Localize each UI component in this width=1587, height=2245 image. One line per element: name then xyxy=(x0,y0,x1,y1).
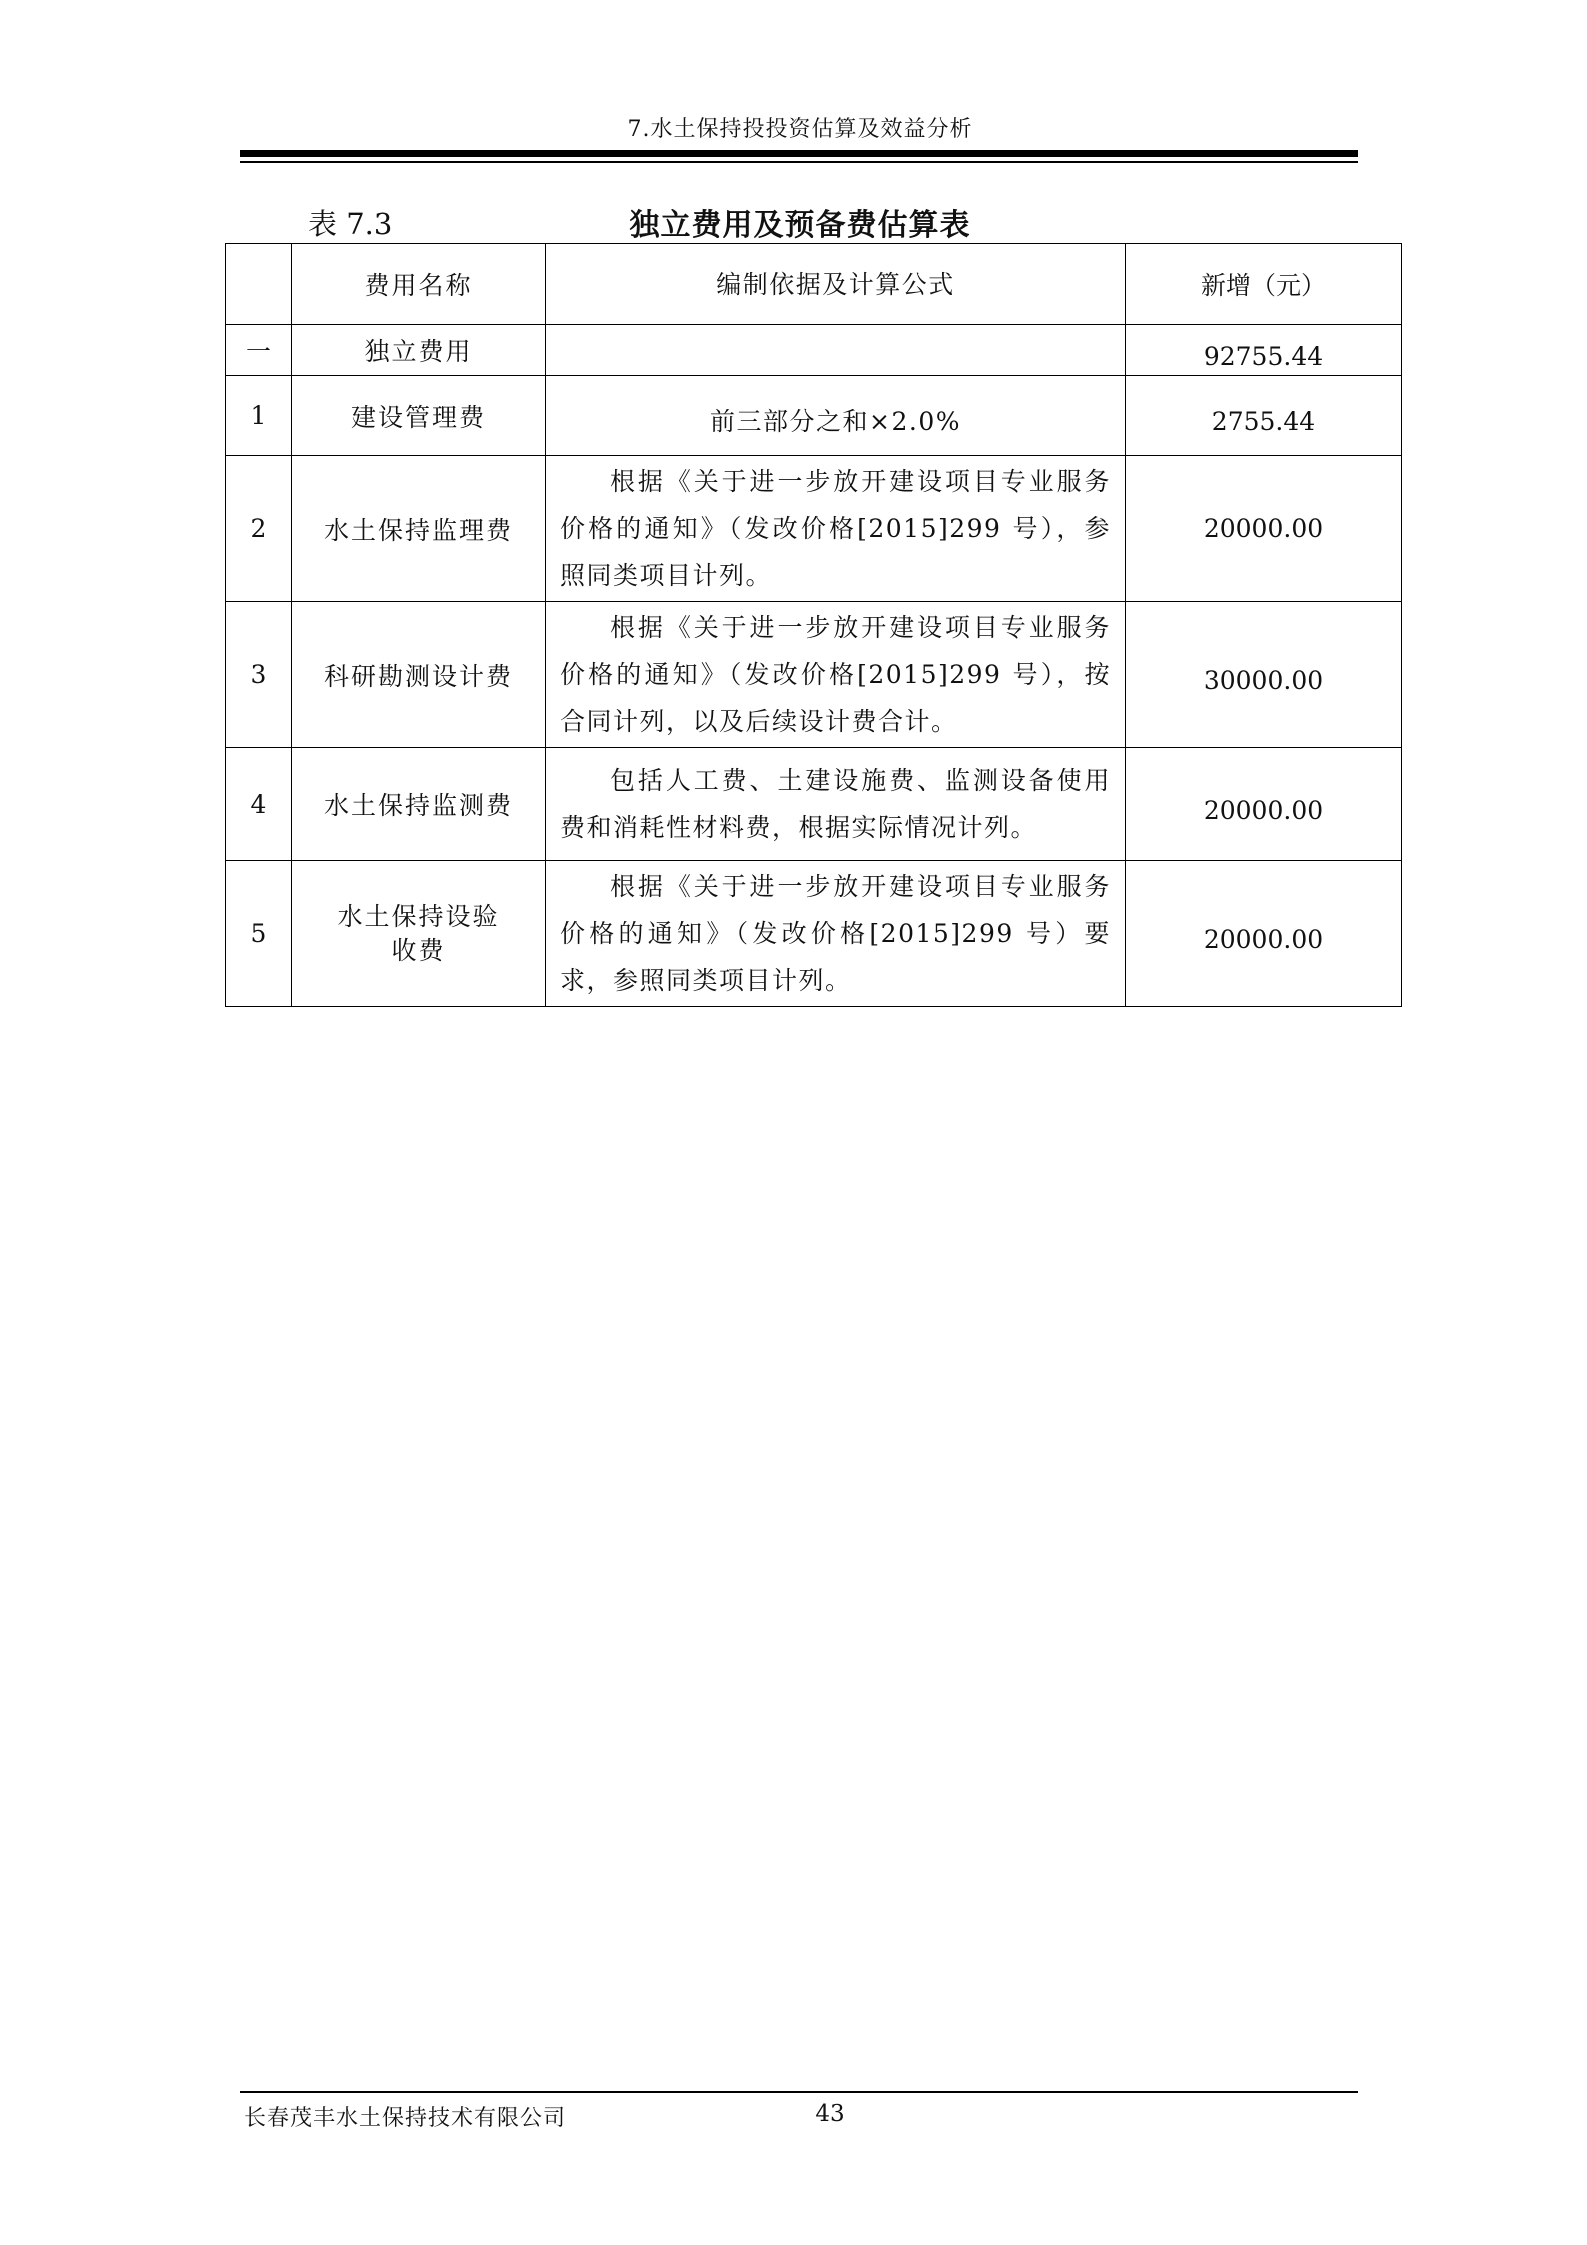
table-row xyxy=(226,376,1402,456)
row-fee-name: 水土保持监测费 xyxy=(292,748,546,861)
row-basis: 根据《关于进一步放开建设项目专业服务价格的通知》（发改价格[2015]299 号）要求，参照同类项目计列。 xyxy=(546,861,1126,1007)
row-number: 2 xyxy=(226,456,292,602)
row-basis xyxy=(546,325,1126,376)
row-number: 5 xyxy=(226,861,292,1007)
row-basis: 根据《关于进一步放开建设项目专业服务价格的通知》（发改价格[2015]299 号），参照同类项目计列。 xyxy=(546,456,1126,602)
page-number: 43 xyxy=(815,2101,845,2127)
row-amount: 30000.00 xyxy=(1126,602,1402,748)
row-basis: 包括人工费、土建设施费、监测设备使用费和消耗性材料费，根据实际情况计列。 xyxy=(546,748,1126,861)
row-amount: 20000.00 xyxy=(1126,456,1402,602)
column-header-amount: 新增（元） xyxy=(1126,244,1402,325)
row-amount: 2755.44 xyxy=(1126,376,1402,456)
row-basis: 前三部分之和×2.0% xyxy=(546,376,1126,456)
footer-rule xyxy=(240,2091,1358,2093)
table-number: 表 7.3 xyxy=(308,207,393,241)
row-amount: 20000.00 xyxy=(1126,748,1402,861)
column-header-basis: 编制依据及计算公式 xyxy=(546,244,1126,325)
fee-estimate-table xyxy=(225,243,1402,1007)
row-fee-name: 水土保持设验收费 xyxy=(292,861,546,1007)
row-amount: 20000.00 xyxy=(1126,861,1402,1007)
row-number: 4 xyxy=(226,748,292,861)
running-header-title: 7.水土保持投投资估算及效益分析 xyxy=(627,117,973,142)
header-rule-thin xyxy=(240,161,1358,163)
column-header-name: 费用名称 xyxy=(292,244,546,325)
row-number: 1 xyxy=(226,376,292,456)
table-row xyxy=(226,456,1402,602)
table-row xyxy=(226,325,1402,376)
column-header-no xyxy=(226,244,292,325)
row-fee-name: 水土保持监理费 xyxy=(292,456,546,602)
row-fee-name: 建设管理费 xyxy=(292,376,546,456)
row-fee-name: 科研勘测设计费 xyxy=(292,602,546,748)
header-rule-thick xyxy=(240,150,1358,157)
row-number: 一 xyxy=(226,325,292,376)
table-title: 独立费用及预备费估算表 xyxy=(629,208,971,243)
row-amount: 92755.44 xyxy=(1126,325,1402,376)
table-row xyxy=(226,861,1402,1007)
row-basis: 根据《关于进一步放开建设项目专业服务价格的通知》（发改价格[2015]299 号），按合同计列，以及后续设计费合计。 xyxy=(546,602,1126,748)
table-row xyxy=(226,748,1402,861)
footer-company-name: 长春茂丰水土保持技术有限公司 xyxy=(244,2106,567,2131)
table-header-row xyxy=(226,244,1402,325)
row-number: 3 xyxy=(226,602,292,748)
table-row xyxy=(226,602,1402,748)
row-fee-name: 独立费用 xyxy=(292,325,546,376)
